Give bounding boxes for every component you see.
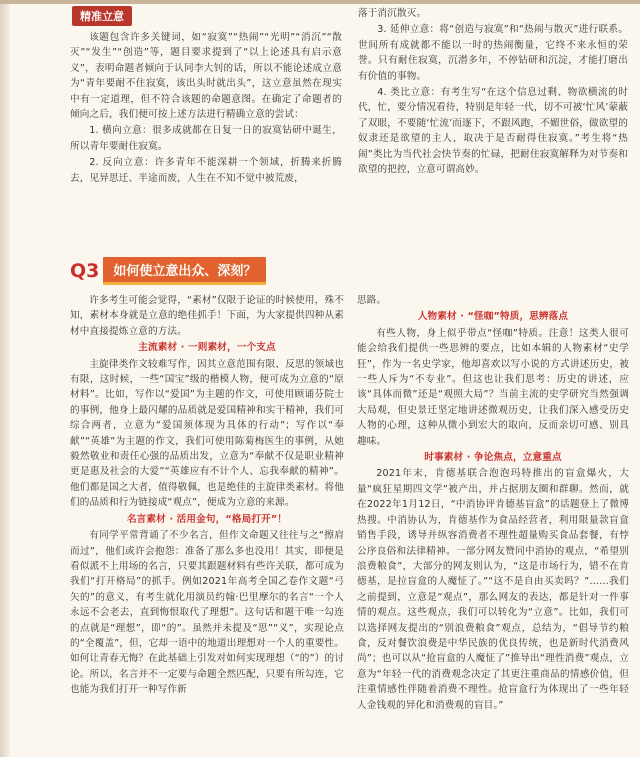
section2-left-column bbox=[70, 293, 344, 698]
subheading: 时事素材 · 争论焦点，立意重点 bbox=[424, 452, 562, 464]
section2-right-column bbox=[357, 293, 629, 713]
paragraph: 有些人物，身上似乎带点“怪咖”特质。注意！这类人很可能会给我们提供一些思辨的要点，比如本辑的人物素材“史学狂”，作为一名史学家，他却喜欢以写小说的方式讲述历史，被一些人斥为“不专业”。但这也让我们思考：历史的讲述，应该“具体而微”还是“观照大局”？当前主流的史学研究当然强调大局观，但史景迁坚定地讲述微观历史，让我们深入感受历史人物的心理，这种从微小到宏大的取向，反而亲切可感、别具趣味。 bbox=[357, 327, 629, 447]
page-binding-edge bbox=[0, 0, 10, 757]
question-number: Q3 bbox=[70, 260, 100, 282]
section1-left-column bbox=[70, 30, 342, 186]
paragraph: 许多考生可能会觉得，“素材”仅限于论证的时候使用，殊不知，素材本身就是立意的绝佳抓手！下面，为大家提供四种从素材中直接提炼立意的方法。 bbox=[70, 295, 344, 337]
paragraph: 落于消沉散灭。 bbox=[358, 8, 427, 19]
section1-right-column bbox=[358, 6, 628, 177]
subheading: 主流素材 · 一则素材，一个支点 bbox=[138, 342, 276, 354]
paragraph: 有同学平常背诵了不少名言，但作文命题又往往与之“擦肩而过”，他们或许会抱怨：准备了那么多也没用！其实，即便是看似派不上用场的名言，只要其跟题材料有些许关联，都可成为我们“打开格局”的抓手。例如2021年高考全国乙卷作文题“弓矢的”的意义，有考生就化用演员约翰·巴里摩尔的名言“一个人永远不会老去，直到悔恨取代了理想”。这句话和题干唯一勾连的点就是“理想”，即“的”。虽然并未提及“思”“义”，实现论点的“全覆盖”，但，它却一语中的地道出理想对一个人的重要性。如何让青春无悔？在此基础上引发对如何实现理想（“的”）的讨论。所以，名言并不一定要与命题全然匹配，只要有所勾连，它也能为我们打开一种写作新 bbox=[70, 530, 344, 696]
q3-heading bbox=[70, 258, 266, 284]
question-title: 如何使立意出众、深刻？ bbox=[103, 257, 266, 285]
paragraph: 主旋律类作文较难写作，因其立意范围有限、反思的领域也有限，这时候，一些“国宝”级的楷模人物，便可成为立意的“原材料”。比如，写作以“爱国”为主题的作文，可使用顾诵芬院士的事例，他身上最闪耀的品质就是爱国精神和实干精神，我们可综合两者，立意为“爱国须体现为具体的行动”；写作以“奉献”“英雄”为主题的作文，我们可使用陈菊梅医生的事例，从她毅然敬业和责任心强的品质出发，立意为“奉献不仅是职业精神更是惠及社会的大爱”“英雄应有不计个人、忘我奉献的精神”。他们都是国之大者，值得敬佩，也是绝佳的主旋律类素材。将他们的品质和行为链接成“观点”，便成为立意的来源。 bbox=[70, 358, 344, 509]
paragraph: 4. 类比立意：有考生写“在这个信息过剩、物欲横流的时代，忙，要分情况看待，特别是年轻一代，切不可被‘忙风’蒙蔽了双眼，不要随‘忙流’而逐下，不跟风跑，不媚世俗，做欲望的奴隶还是欲望的主人，取决于是否耐得住寂寞。”考生将“热闹”类比为当代社会快节奏的忙碌，把耐住寂寞解释为对节奏和欲望的把控，立意可谓高妙。 bbox=[358, 87, 628, 176]
page-top-border bbox=[0, 0, 640, 4]
paragraph: 思路。 bbox=[357, 295, 387, 306]
paragraph: 该题包含许多关键词，如“寂寞”“热闹”“光明”“消沉”“散灭”“发生”“创造”等，题目要求提到了“以上论述具有启示意义”，表明命题者倾向于认同李大钊的话，所以不能论述成立意为“青年要耐不住寂寞，该出头时就出头”，这立意虽然在现实中有一定道理，但不符合该题的命题意图。在确定了命题者的倾向之后，我们便可按上述方法进行精确立意的尝试： bbox=[70, 32, 342, 121]
paragraph: 3. 延伸立意：将“创造与寂寞”和“热闹与散灭”进行联系。世间所有成就都不能以一时的热闹衡量，它终不来永恒的荣誉。只有耐住寂寞，沉潜多年，不停钻研和沉淀，才能打磨出有价值的事物。 bbox=[358, 24, 628, 82]
subheading: 名言素材 · 活用金句，“格局打开”！ bbox=[126, 513, 288, 525]
section-tag: 精准立意 bbox=[72, 6, 132, 26]
paragraph: 2. 反向立意：许多青年不能深耕一个领域，折腾来折腾去，见异思迁、半途而废，人生在不知不觉中被荒废， bbox=[70, 157, 342, 184]
paragraph: 1. 横向立意：很多成就都在日复一日的寂寞钻研中诞生，所以青年要耐住寂寞。 bbox=[70, 125, 342, 152]
subheading: 人物素材 · “怪咖”特质，思辨落点 bbox=[417, 311, 569, 323]
paragraph: 2021年末，肯德基联合泡泡玛特推出的盲盒爆火，大量“疯狂星期四文学”被产出，并占据朋友圈和群聊。然而，就在2022年1月12日，“中消协评肯德基盲盒”的话题登上了微博热搜。中消协认为，肯德基作为食品经营者，利用限量款盲盒销售手段，诱导并纵容消费者不理性超量购买食品套餐，有悖公序良俗和法律精神。一部分网友赞同中消协的观点，“希望别浪费粮食”，大部分的网友则认为，“这是市场行为，错不在肯德基，是拉盲盒的人魔怔了。”“这不是自由买卖吗？”……我们之前提到，立意是“观点”，那么网友的表达，都是针对一件事情的观点。这些观点，我们可以转化为“立意”。比如，我们可以选择网友提出的“别浪费粮食”观点，总结为，“倡导节约粮食，反对餐饮浪费是中华民族的优良传统，也是新时代消费风尚”；也可以从“抢盲盒的人魔怔了”推导出“理性消费”观点，立意为“年轻一代的消费观念决定了其更注重商品的情感价值，但注重情感性伴随着消费不理性。抢盲盒行为体现出了一些年轻人金钱观的异化和消费观的盲目。” bbox=[357, 468, 629, 711]
